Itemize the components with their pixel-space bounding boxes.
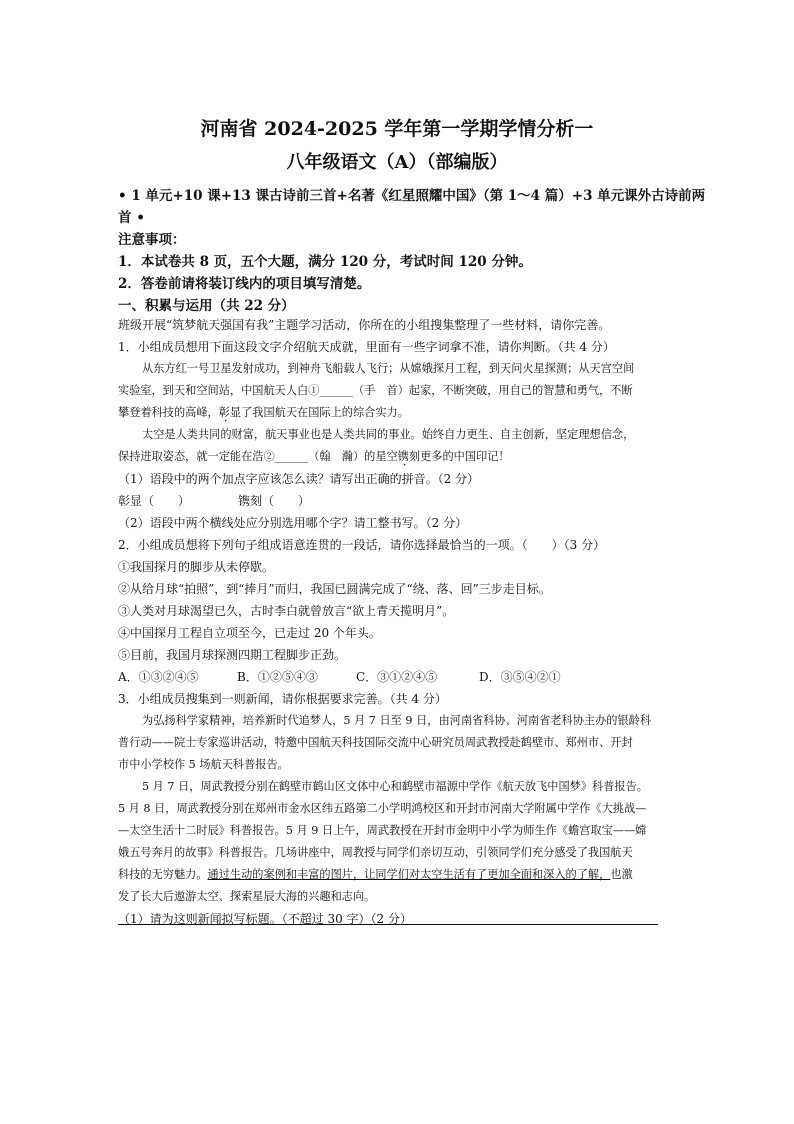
q3-news-line: 为弘扬科学家精神，培养新时代追梦人，5 月 7 日至 9 日，由河南省科协、河南省老科协主办的银龄科 bbox=[142, 714, 652, 727]
q1-passage-text: 保持进取姿态，就一定能在浩②______（翰 瀚）的星空 bbox=[118, 450, 398, 463]
section-1-intro: 班级开展“筑梦航天强国有我”主题学习活动，你所在的小组搜集整理了一些材料，请你完善。 bbox=[118, 318, 611, 332]
q1-passage-line: 实验室，到天和空间站，中国航天人白①______（手 首）起家，不断突破，用自己的智慧和勇气，不断 bbox=[118, 384, 633, 397]
q3-news-line: —太空生活十二时辰》科普报告。5 月 9 日上午，周武教授在开封市金明中小学为师生作《蟾宫取宝——嫦 bbox=[118, 824, 647, 837]
q1-sub-1-answer-a: 彰显（ ） bbox=[118, 494, 191, 508]
q1-sub-2: （2）语段中两个横线处应分别选用哪个字？请工整书写。（2 分） bbox=[118, 516, 468, 530]
exam-subtitle: 八年级语文（A）（部编版） bbox=[286, 152, 508, 173]
q1-sub-1: （1）语段中的两个加点字应该怎么读？请写出正确的拼音。（2 分） bbox=[118, 472, 480, 486]
dotted-char: 镌 bbox=[397, 450, 409, 463]
q1-passage-text: 攀登着科技的高峰， bbox=[118, 406, 219, 419]
dotted-char: 彰 bbox=[218, 406, 230, 419]
q3-news-line: 发了长大后遨游太空、探索星辰大海的兴趣和志向。 bbox=[118, 890, 376, 903]
exam-scope-line-1: • 1 单元+10 课+13 课古诗前三首+名著《红星照耀中国》（第 1～4 篇）+3 单元课外古诗前两 bbox=[118, 188, 706, 204]
q3-sub-1: （1）请为这则新闻拟写标题。（不超过 30 字）（2 分） bbox=[118, 912, 412, 926]
q2-stem: 2．小组成员想将下列句子组成语意连贯的一段话，请你选择最恰当的一项。（ ）（3 分） bbox=[118, 538, 606, 552]
q1-passage-line bbox=[118, 448, 510, 464]
q2-option-a: A．①③②④⑤ bbox=[118, 670, 199, 684]
q2-sentence: ②从给月球“拍照”，到“捧月”而归，我国已圆满完成了“绕、落、回”三步走目标。 bbox=[118, 582, 551, 596]
q2-sentence: ③人类对月球渴望已久，古时李白就曾放言“欲上青天揽明月”。 bbox=[118, 604, 455, 618]
q3-news-line: 5 月 7 日，周武教授分别在鹤壁市鹤山区文体中心和鹤壁市福源中学作《航天放飞中国梦》科普报告。 bbox=[142, 780, 648, 793]
exam-title: 河南省 2024-2025 学年第一学期学情分析一 bbox=[200, 118, 594, 140]
q3-news-line: 5 月 8 日，周武教授分别在郑州市金水区纬五路第二小学明鸿校区和开封市河南大学附属中学作《大挑战— bbox=[118, 802, 647, 815]
answer-line[interactable] bbox=[118, 924, 658, 925]
q2-option-b: B．①②⑤④③ bbox=[237, 670, 318, 684]
q1-passage-text: 显了我国航天在国际上的综合实力。 bbox=[229, 406, 409, 419]
q3-news-line: 娥五号奔月的故事》科普报告。几场讲座中，周教授与同学们亲切互动，引领同学们充分感受了我国航天 bbox=[118, 846, 633, 859]
q2-sentence: ①我国探月的脚步从未停歇。 bbox=[118, 560, 275, 574]
q1-stem: 1．小组成员想用下面这段文字介绍航天成就，里面有一些字词拿不准，请你判断。（共 4 分） bbox=[118, 340, 615, 354]
q2-sentence: ④中国探月工程自立项至今，已走过 20 个年头。 bbox=[118, 626, 381, 640]
section-1-heading: 一、积累与运用（共 22 分） bbox=[118, 298, 295, 314]
exam-scope-line-2: 首 • bbox=[118, 210, 145, 226]
q3-news-line bbox=[118, 866, 633, 882]
notes-heading: 注意事项： bbox=[118, 232, 186, 248]
q2-sentence: ⑤目前，我国月球探测四期工程脚步正劲。 bbox=[118, 648, 347, 662]
notes-item-1: 1．本试卷共 8 页，五个大题，满分 120 分，考试时间 120 分钟。 bbox=[118, 254, 532, 270]
q2-option-d: D．③⑤④②① bbox=[479, 670, 561, 684]
q3-stem: 3．小组成员搜集到一则新闻，请你根据要求完善。（共 4 分） bbox=[118, 692, 447, 706]
q3-news-line: 普行动——院士专家巡讲活动，特邀中国航天科技国际交流中心研究员周武教授赴鹤壁市、郑州市、开封 bbox=[118, 736, 633, 749]
q1-passage-text: 刻更多的中国印记！ bbox=[408, 450, 510, 463]
q2-option-c: C．③①②④⑤ bbox=[356, 670, 438, 684]
q3-news-line: 市中小学校作 5 场航天科普报告。 bbox=[118, 758, 289, 771]
q1-passage-line: 太空是人类共同的财富，航天事业也是人类共同的事业。始终自力更生、自主创新，坚定理想信念， bbox=[142, 428, 635, 441]
q1-sub-1-answer-b: 镌刻（ ） bbox=[238, 494, 311, 508]
q1-passage-line bbox=[118, 404, 409, 420]
underlined-sentence: 通过生动的案例和丰富的图片，让同学们对太空生活有了更加全面和深入的了解， bbox=[207, 868, 611, 881]
q3-news-text: 也激 bbox=[610, 868, 633, 881]
notes-item-2: 2．答卷前请将装订线内的项目填写清楚。 bbox=[118, 276, 371, 292]
q3-news-text: 科技的无穷魅力。 bbox=[118, 868, 208, 881]
q1-passage-line: 从东方红一号卫星发射成功，到神舟飞船载人飞行；从嫦娥探月工程，到天问火星探测；从天宫空间 bbox=[142, 362, 635, 375]
